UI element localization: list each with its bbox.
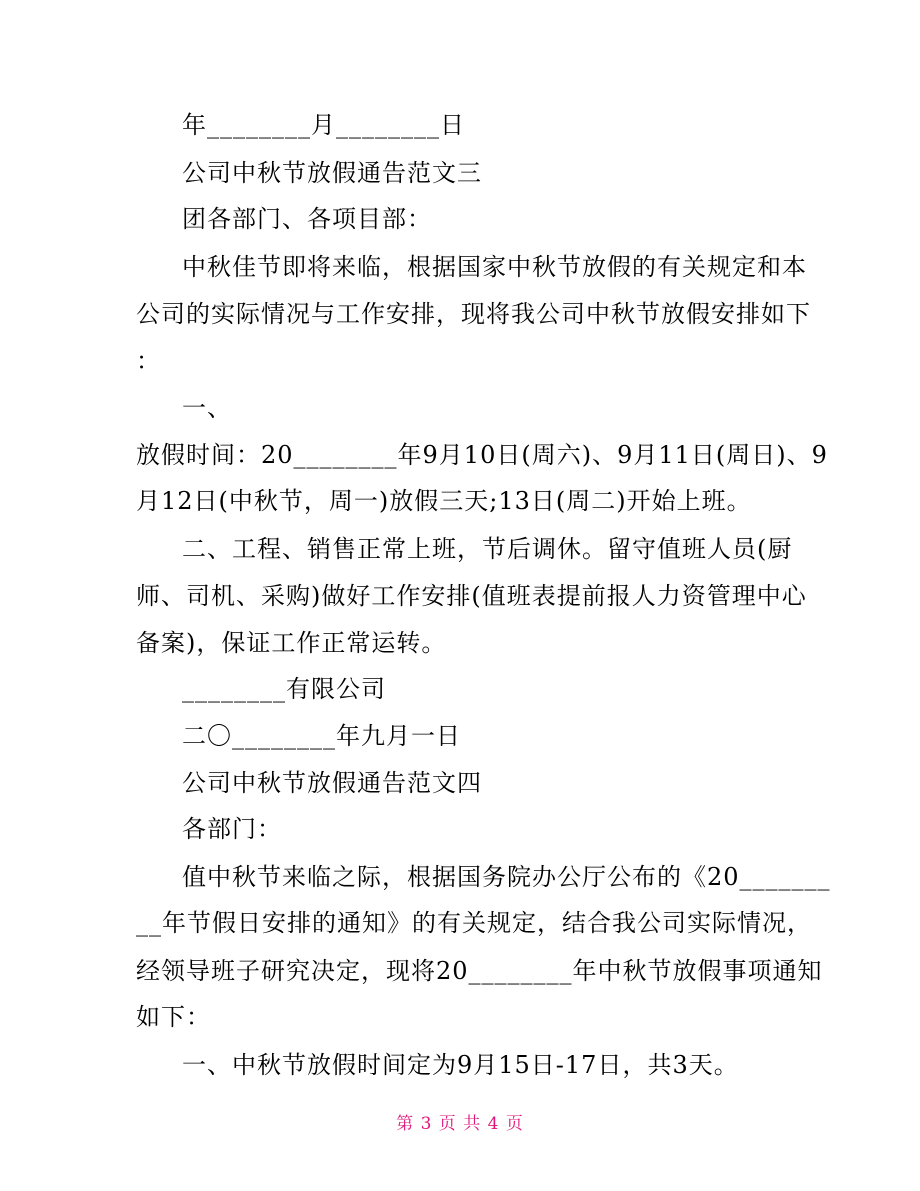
paragraph-line: 二、工程、销售正常上班，节后调休。留守值班人员(厨 xyxy=(182,535,793,563)
paragraph-line: __年节假日安排的通知》的有关规定，结合我公司实际情况， xyxy=(136,909,812,937)
section-heading-three: 公司中秋节放假通告范文三 xyxy=(182,159,482,187)
page-number-footer: 第 3 页 共 4 页 xyxy=(396,1114,524,1134)
paragraph-line: 值中秋节来临之际，根据国务院办公厅公布的《20_______ xyxy=(182,863,831,891)
paragraph-line: ： xyxy=(136,347,161,375)
date-blank-line: 年________月________日 xyxy=(182,111,465,139)
paragraph-line: 一、中秋节放假时间定为9月15日-17日，共3天。 xyxy=(182,1051,739,1079)
salutation: 团各部门、各项目部： xyxy=(182,205,432,233)
paragraph-line: 放假时间：20________年9月10日(周六)、9月11日(周日)、9 xyxy=(136,441,828,469)
paragraph-line: 经领导班子研究决定，现将20________年中秋节放假事项通知 xyxy=(136,957,823,985)
company-signature: ________有限公司 xyxy=(182,675,386,703)
paragraph-line: 师、司机、采购)做好工作安排(值班表提前报人力资管理中心 xyxy=(136,582,807,610)
list-number: 一、 xyxy=(182,394,232,422)
section-heading-four: 公司中秋节放假通告范文四 xyxy=(182,769,482,797)
paragraph-line: 备案)，保证工作正常运转。 xyxy=(136,629,447,657)
paragraph-line: 如下： xyxy=(136,1003,211,1031)
paragraph-line: 月12日(中秋节，周一)放假三天;13日(周二)开始上班。 xyxy=(136,487,752,515)
paragraph-line: 公司的实际情况与工作安排，现将我公司中秋节放假安排如下 xyxy=(136,300,811,328)
salutation: 各部门： xyxy=(182,815,282,843)
paragraph-line: 中秋佳节即将来临，根据国家中秋节放假的有关规定和本 xyxy=(182,253,807,281)
signature-date: 二〇________年九月一日 xyxy=(182,722,461,750)
